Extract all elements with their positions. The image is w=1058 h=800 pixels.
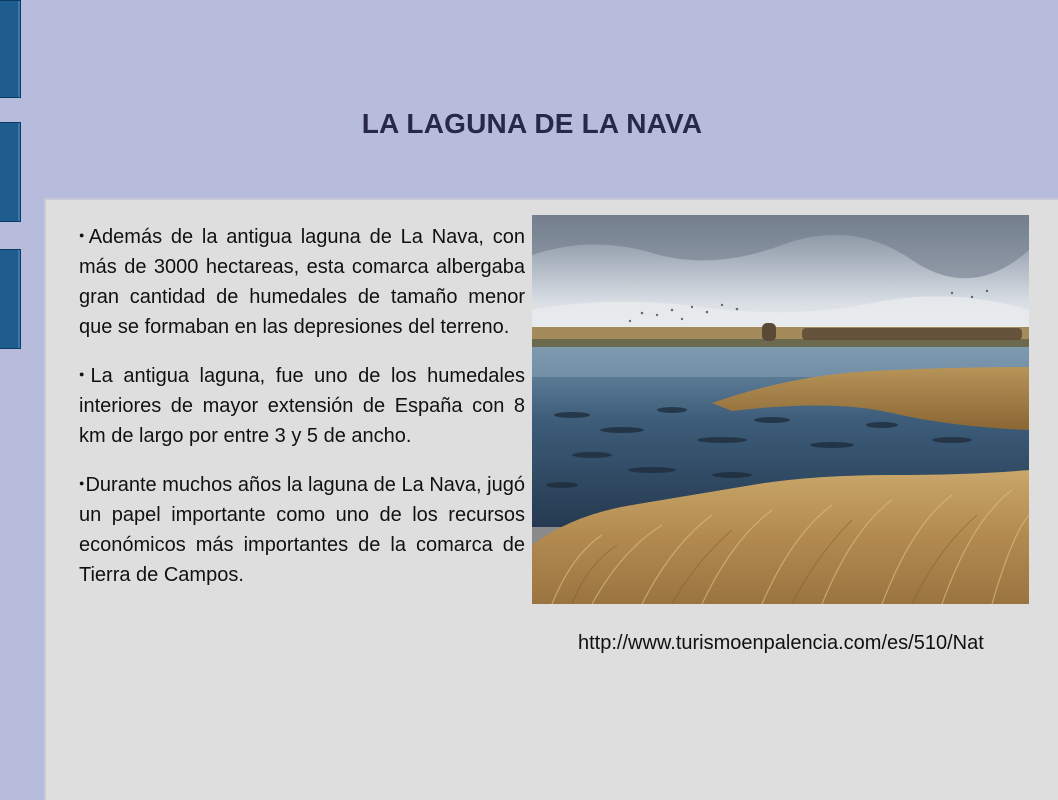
bullet-list (79, 220, 525, 607)
bullet-item (79, 220, 525, 342)
bullet-dot-icon: ● (79, 230, 88, 240)
content-panel (44, 198, 1058, 800)
bullet-dot-icon: ● (79, 478, 85, 488)
bullet-text: La antigua laguna, fue uno de los humedales interiores de mayor extensión de España con 8 km de largo por entre 3 y 5 de ancho. (79, 365, 525, 447)
bullet-text: Durante muchos años la laguna de La Nava, jugó un papel importante como uno de los recursos económicos más importantes de la comarca de Tierra de Campos. (79, 474, 525, 586)
slide-title: LA LAGUNA DE LA NAVA (361, 108, 703, 139)
bullet-item (79, 468, 525, 590)
bullet-dot-icon: ● (79, 369, 90, 379)
bullet-item (79, 359, 525, 451)
side-tab-decoration (0, 0, 21, 98)
bullet-text: Además de la antigua laguna de La Nava, con más de 3000 hectareas, esta comarca albergaba gran cantidad de humedales de tamaño menor que se formaban en las depresiones del terreno. (79, 226, 526, 338)
lagoon-photo (532, 215, 1029, 604)
side-tab-decoration (0, 249, 21, 349)
source-url[interactable]: http://www.turismoenpalencia.com/es/510/Nat (578, 632, 984, 654)
